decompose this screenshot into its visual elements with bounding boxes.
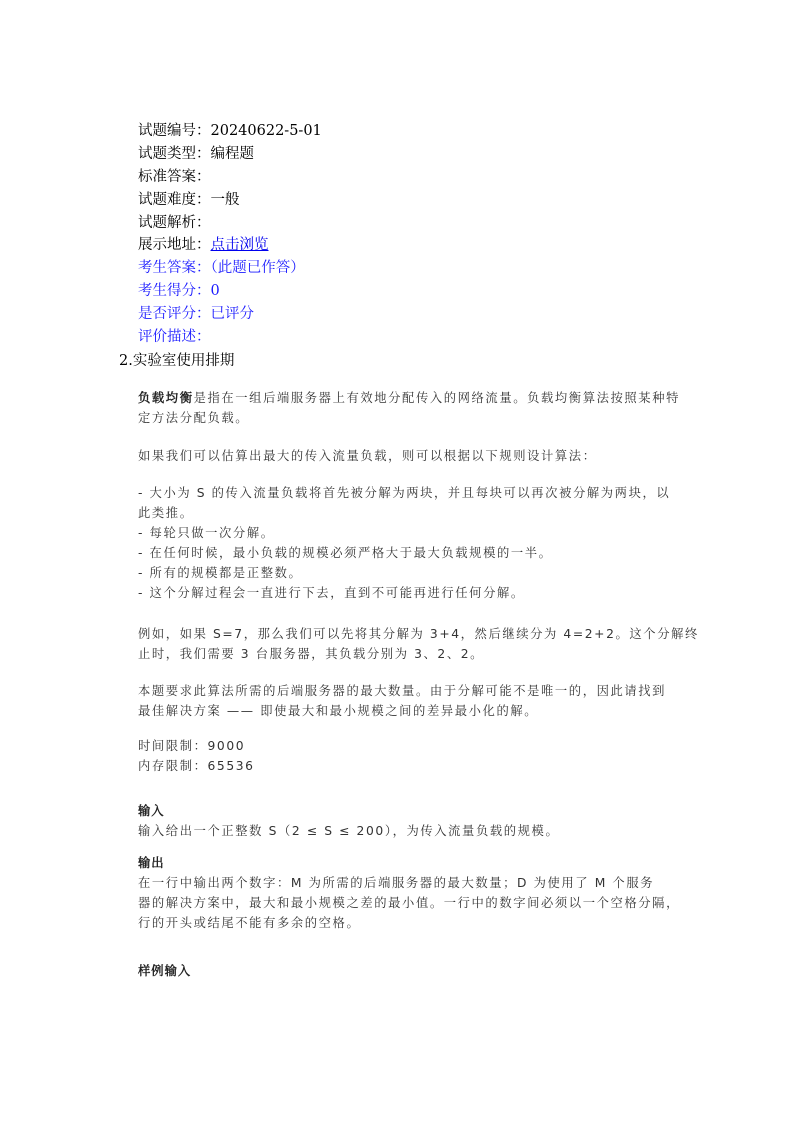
meta-display-url — [138, 234, 322, 257]
input-text: 输入给出一个正整数 S（2 ≤ S ≤ 200），为传入流量负载的规模。 — [138, 824, 560, 838]
output-c: 行的开头或结尾不能有多余的空格。 — [138, 916, 361, 930]
rule-2: - 每轮只做一次分解。 — [138, 526, 275, 540]
meta-comment — [138, 326, 322, 349]
requirement-b: 最佳解决方案 —— 即使最大和最小规模之间的差异最小化的解。 — [138, 704, 539, 718]
sample-input-section — [138, 961, 713, 981]
rule-1b: 此类推。 — [138, 506, 194, 520]
output-a: 在一行中输出两个数字：M 为所需的后端服务器的最大数量；D 为使用了 M 个服务 — [138, 876, 655, 890]
meta-score-label: 考生得分： — [138, 283, 211, 300]
memory-limit: 内存限制：65536 — [138, 759, 255, 773]
intro-term: 负载均衡 — [138, 391, 194, 405]
output-section — [138, 853, 713, 933]
rule-1a: - 大小为 S 的传入流量负载将首先被分解为两块，并且每块可以再次被分解为两块，以 — [138, 486, 671, 500]
meta-difficulty-label: 试题难度： — [138, 191, 211, 208]
question-title — [119, 350, 234, 372]
browse-link[interactable]: 点击浏览 — [210, 237, 269, 254]
meta-graded — [138, 303, 322, 326]
limits — [138, 736, 713, 776]
meta-comment-label: 评价描述： — [138, 329, 211, 346]
question-title-text: 实验室使用排期 — [132, 353, 235, 369]
meta-type-label: 试题类型： — [138, 145, 211, 162]
rules-intro-text: 如果我们可以估算出最大的传入流量负载，则可以根据以下规则设计算法： — [138, 449, 597, 463]
rule-4: - 所有的规模都是正整数。 — [138, 566, 303, 580]
meta-graded-value: 已评分 — [210, 306, 254, 323]
meta-display-url-label: 展示地址： — [138, 237, 211, 254]
meta-type-value: 编程题 — [210, 145, 254, 162]
example-b: 止时，我们需要 3 台服务器，其负载分别为 3、2、2。 — [138, 647, 485, 661]
input-section — [138, 801, 713, 841]
rule-3: - 在任何时候，最小负载的规模必须严格大于最大负载规模的一半。 — [138, 546, 553, 560]
meta-difficulty — [138, 189, 322, 212]
rule-5: - 这个分解过程会一直进行下去，直到不可能再进行任何分解。 — [138, 586, 525, 600]
meta-id-label: 试题编号： — [138, 123, 211, 139]
meta-standard-answer — [138, 166, 322, 189]
sample-input-heading: 样例输入 — [138, 964, 192, 978]
meta-id-value: 20240622-5-01 — [210, 123, 322, 139]
intro-text-1: 是指在一组后端服务器上有效地分配传入的网络流量。负载均衡算法按照某种特 — [193, 391, 680, 405]
meta-graded-label: 是否评分： — [138, 306, 211, 323]
rules-list — [138, 483, 713, 603]
meta-standard-answer-label: 标准答案： — [138, 168, 211, 185]
meta-analysis — [138, 212, 322, 235]
meta-id — [138, 120, 322, 143]
output-b: 器的解决方案中，最大和最小规模之差的最小值。一行中的数字间必须以一个空格分隔， — [138, 896, 680, 910]
meta-score — [138, 280, 322, 303]
meta-score-value: 0 — [210, 283, 220, 300]
rules-intro — [138, 446, 713, 466]
time-limit: 时间限制：9000 — [138, 739, 246, 753]
intro-paragraph — [138, 388, 713, 428]
meta-candidate-answer-value: （此题已作答） — [210, 260, 305, 277]
input-heading: 输入 — [138, 804, 165, 818]
output-heading: 输出 — [138, 856, 165, 870]
example-a: 例如，如果 S=7，那么我们可以先将其分解为 3+4，然后继续分为 4=2+2。这个分解终 — [138, 627, 699, 641]
example-paragraph — [138, 624, 713, 664]
intro-text-2: 定方法分配负载。 — [138, 411, 250, 425]
meta-analysis-label: 试题解析： — [138, 214, 211, 231]
meta-difficulty-value: 一般 — [210, 191, 240, 208]
question-meta — [138, 120, 322, 349]
meta-candidate-answer-label: 考生答案： — [138, 260, 211, 277]
requirement-a: 本题要求此算法所需的后端服务器的最大数量。由于分解可能不是唯一的，因此请找到 — [138, 684, 667, 698]
question-number: 2. — [119, 353, 133, 369]
meta-type — [138, 143, 322, 166]
meta-candidate-answer — [138, 257, 322, 280]
requirement-paragraph — [138, 681, 713, 721]
